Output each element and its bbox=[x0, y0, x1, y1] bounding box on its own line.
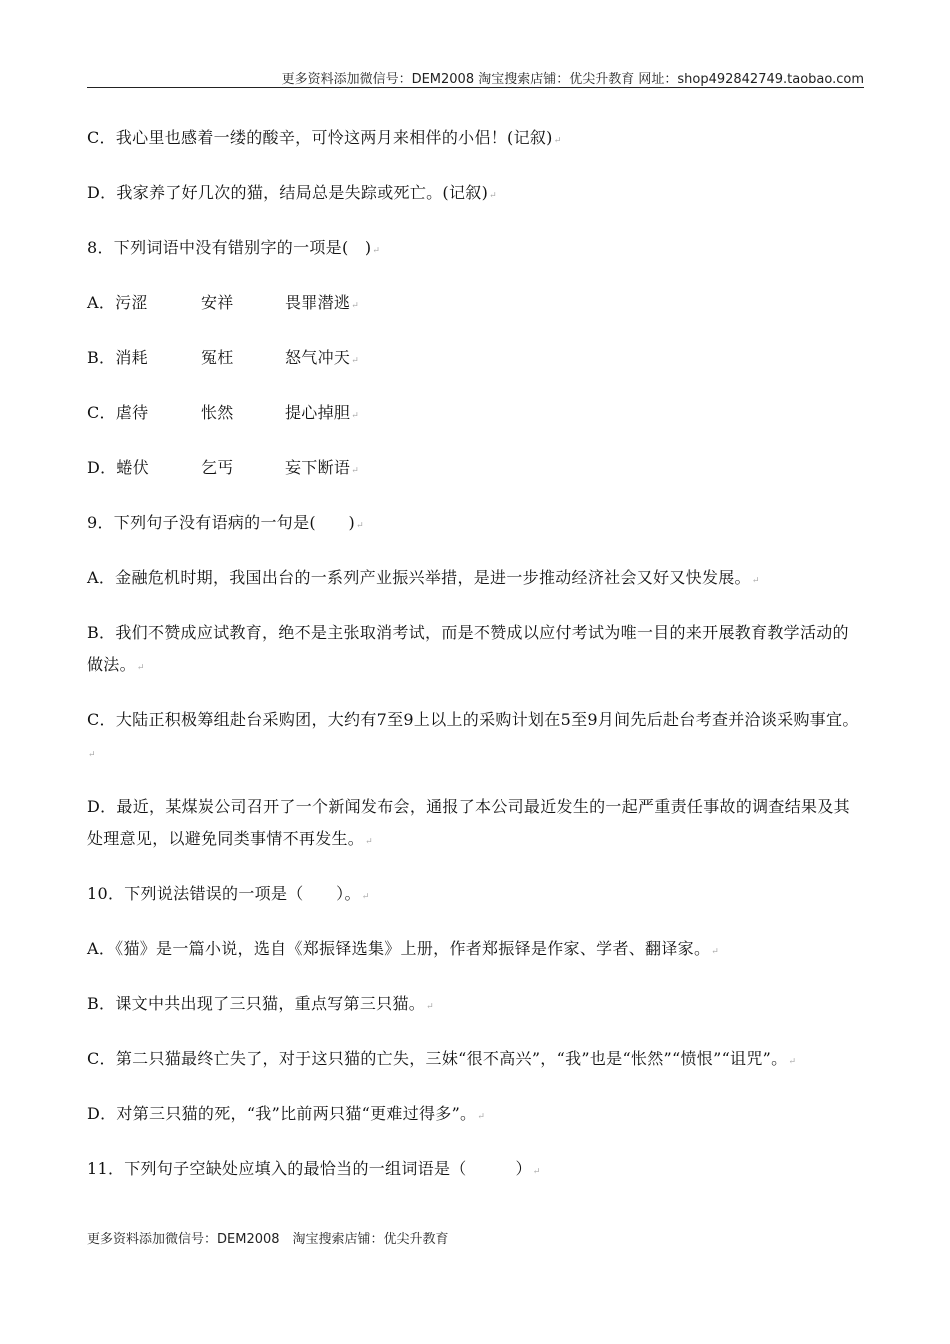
q7-option-c: C．我心里也感着一缕的酸辛，可怜这两月来相伴的小侣！(记叙)↵ bbox=[87, 128, 562, 147]
q8-stem: 8．下列词语中没有错别字的一项是( )↵ bbox=[87, 238, 381, 257]
q9-option-c: C．大陆正积极筹组赴台采购团，大约有7至9上以上的采购计划在5至9月间先后赴台考查并洽谈采购事宜。↵ bbox=[87, 710, 859, 760]
q8-option-d: D．蜷伏 乞丐 妄下断语↵ bbox=[87, 458, 360, 477]
q8-option-c: C．虐待 怅然 提心掉胆↵ bbox=[87, 403, 360, 422]
q10-option-c: C．第二只猫最终亡失了，对于这只猫的亡失，三妹“很不高兴”，“我”也是“怅然”“愤恨”“诅咒”。↵ bbox=[87, 1049, 797, 1068]
q8-option-b: B．消耗 冤枉 怒气冲天↵ bbox=[87, 348, 360, 367]
q8-option-a: A．污涩 安祥 畏罪潜逃↵ bbox=[87, 293, 360, 312]
page-footer: 更多资料添加微信号：DEM2008 淘宝搜索店铺：优尖升教育 bbox=[87, 1232, 449, 1247]
q10-option-b: B．课文中共出现了三只猫，重点写第三只猫。↵ bbox=[87, 994, 434, 1013]
q7-option-d: D．我家养了好几次的猫，结局总是失踪或死亡。(记叙)↵ bbox=[87, 183, 497, 202]
header-rule bbox=[87, 87, 864, 88]
q11-stem: 11．下列句子空缺处应填入的最恰当的一组词语是（ ）↵ bbox=[87, 1159, 541, 1178]
q10-option-a: A．《猫》是一篇小说，选自《郑振铎选集》上册，作者郑振铎是作家、学者、翻译家。↵ bbox=[87, 939, 720, 958]
q9-option-a: A．金融危机时期，我国出台的一系列产业振兴举措，是进一步推动经济社会又好又快发展。↵ bbox=[87, 568, 760, 587]
q9-option-d: D．最近，某煤炭公司召开了一个新闻发布会，通报了本公司最近发生的一起严重责任事故的调查结果及其处理意见，以避免同类事情不再发生。↵ bbox=[87, 797, 850, 848]
q9-option-b: B．我们不赞成应试教育，绝不是主张取消考试，而是不赞成以应付考试为唯一目的来开展教育教学活动的做法。↵ bbox=[87, 623, 849, 674]
q10-option-d: D．对第三只猫的死，“我”比前两只猫“更难过得多”。↵ bbox=[87, 1104, 486, 1123]
page-body bbox=[87, 122, 865, 1208]
q10-stem: 10．下列说法错误的一项是（ ）。↵ bbox=[87, 884, 370, 903]
q9-stem: 9．下列句子没有语病的一句是( )↵ bbox=[87, 513, 364, 532]
page-header: 更多资料添加微信号：DEM2008 淘宝搜索店铺：优尖升教育 网址：shop492842749.taobao.com bbox=[281, 72, 864, 87]
